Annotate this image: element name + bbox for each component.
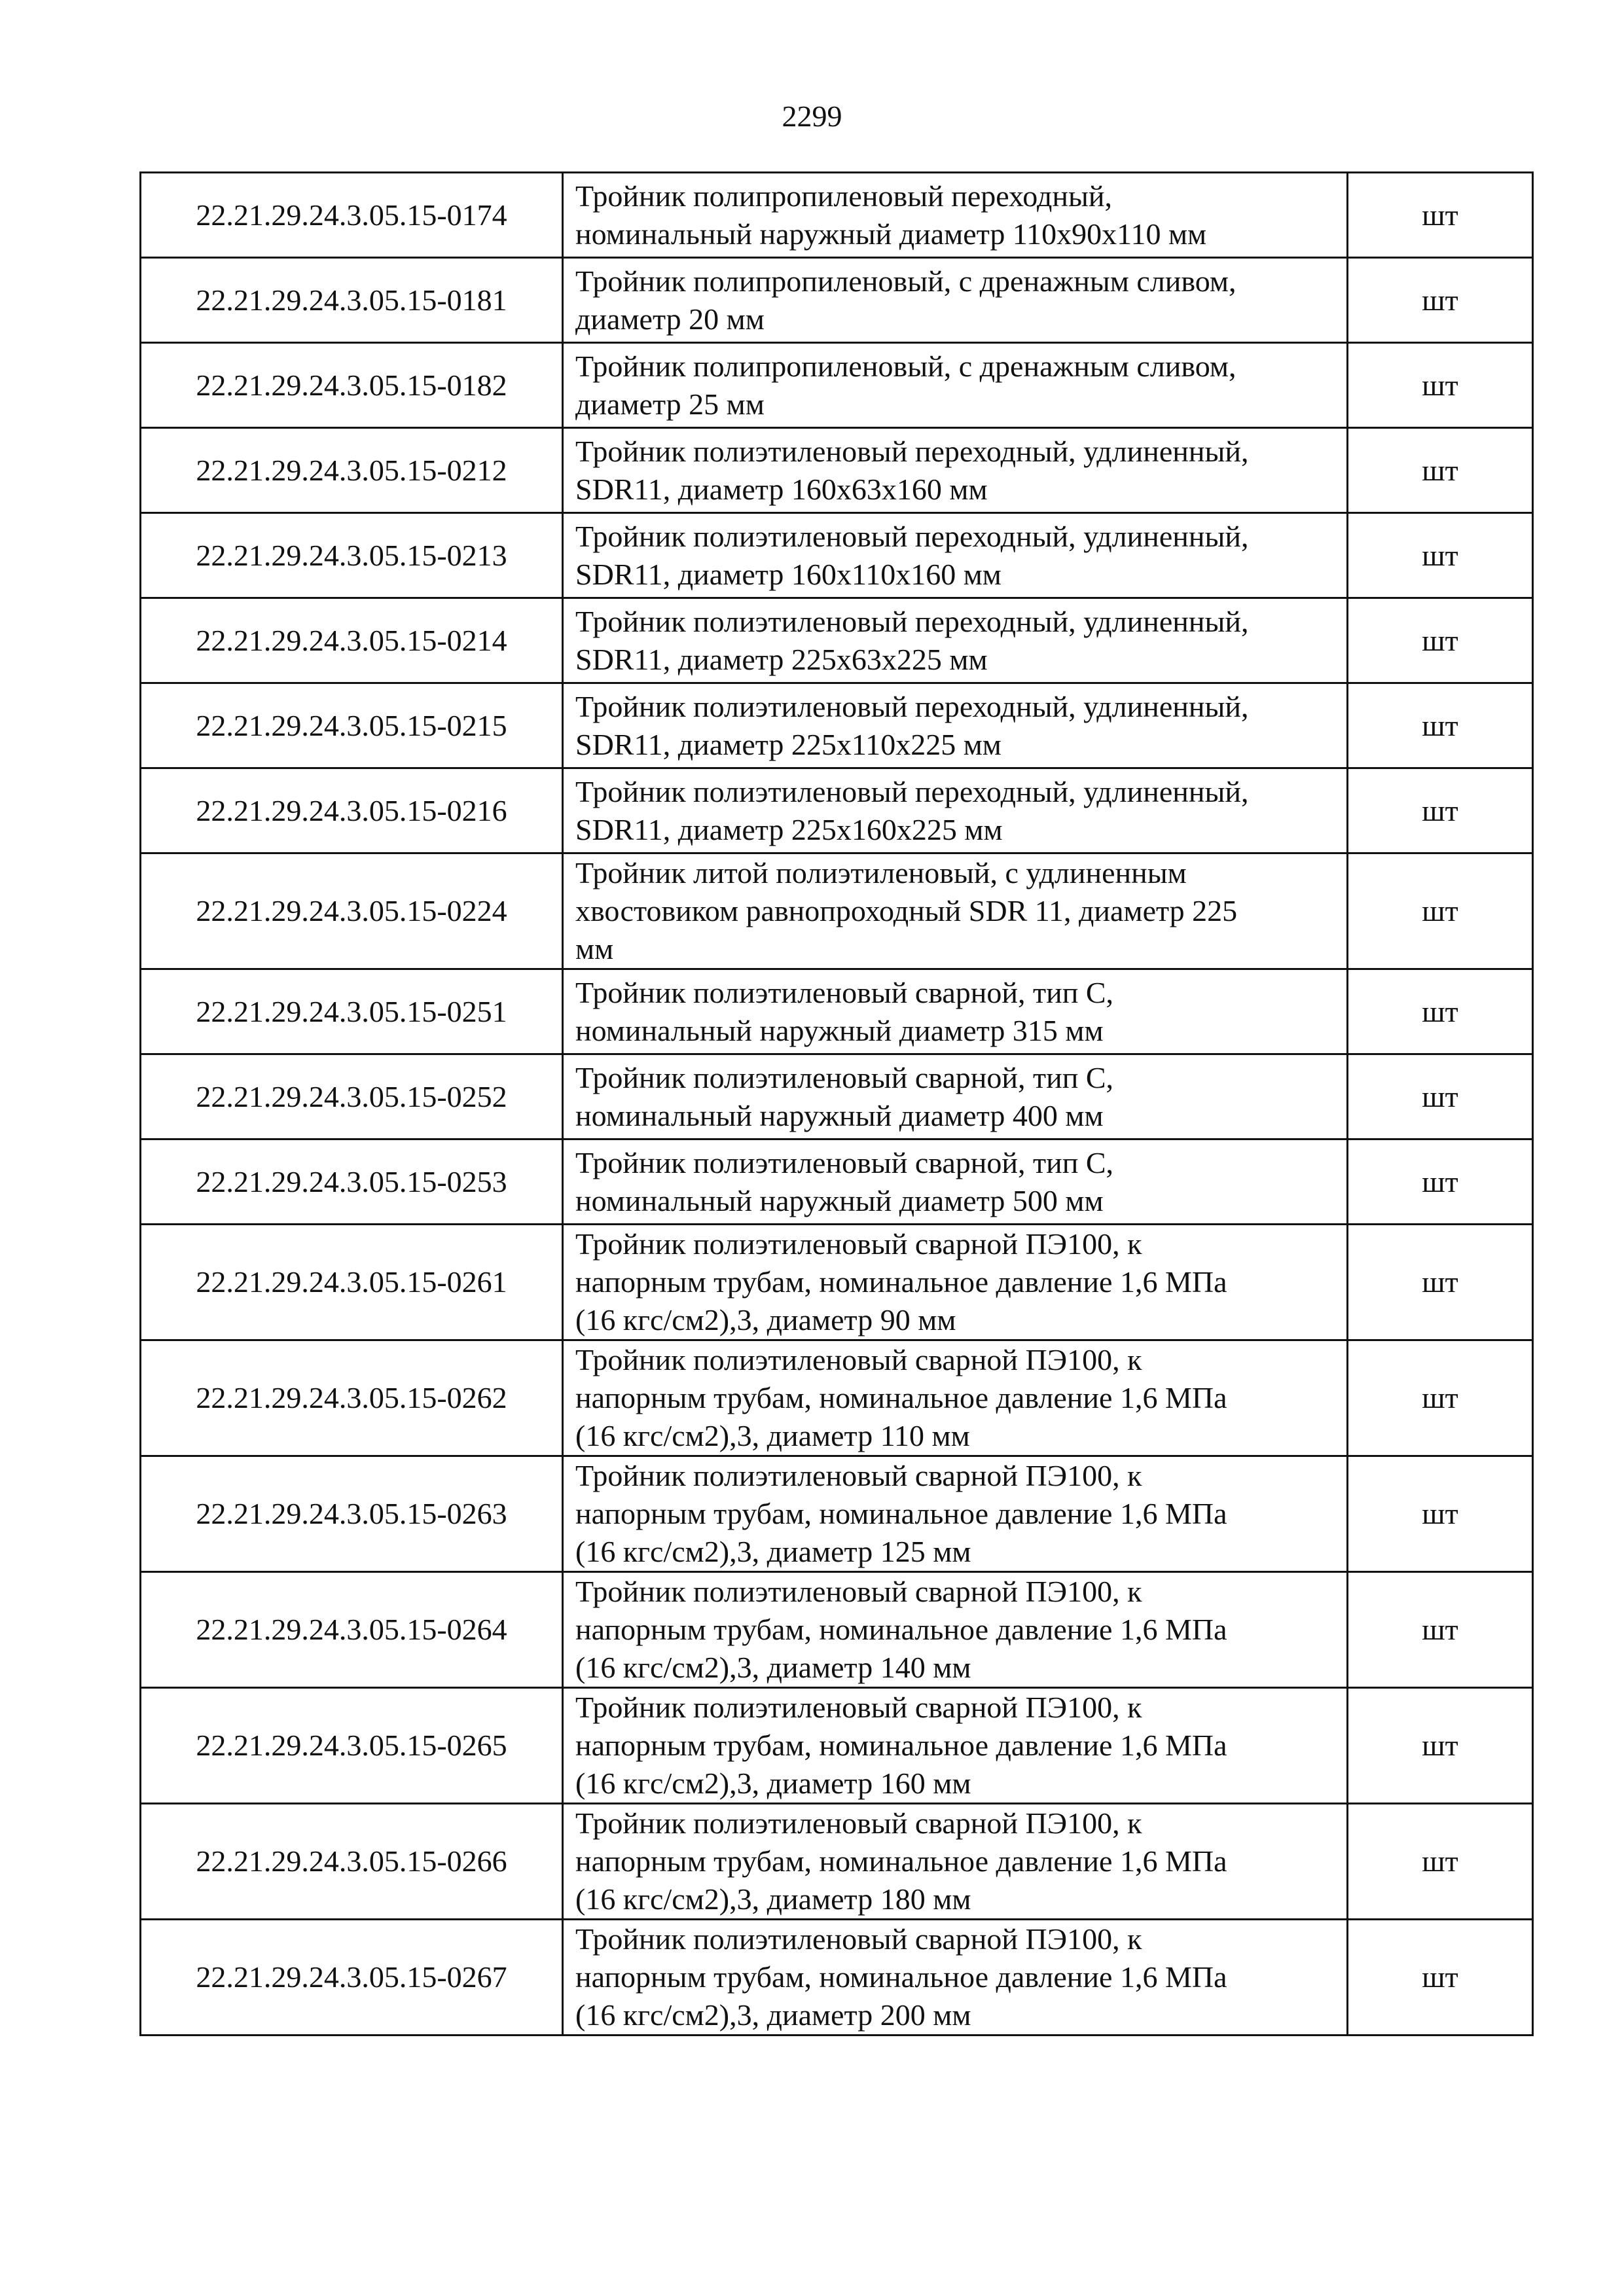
description-line: номинальный наружный диаметр 315 мм bbox=[575, 1013, 1104, 1047]
item-unit: шт bbox=[1348, 1804, 1533, 1920]
item-code: 22.21.29.24.3.05.15-0213 bbox=[141, 513, 563, 598]
item-description bbox=[563, 683, 1348, 768]
item-unit: шт bbox=[1348, 173, 1533, 258]
item-code: 22.21.29.24.3.05.15-0262 bbox=[141, 1340, 563, 1456]
item-description bbox=[563, 1340, 1348, 1456]
item-code: 22.21.29.24.3.05.15-0182 bbox=[141, 343, 563, 428]
item-code: 22.21.29.24.3.05.15-0264 bbox=[141, 1572, 563, 1688]
item-description bbox=[563, 1225, 1348, 1340]
table-row bbox=[141, 1572, 1533, 1688]
description-line: Тройник литой полиэтиленовый, с удлиненным bbox=[575, 856, 1187, 889]
item-unit: шт bbox=[1348, 1456, 1533, 1572]
item-description bbox=[563, 1920, 1348, 2036]
table-row bbox=[141, 969, 1533, 1054]
item-unit: шт bbox=[1348, 258, 1533, 343]
description-line: Тройник полиэтиленовый переходный, удлиненный, bbox=[575, 519, 1249, 553]
description-line: напорным трубам, номинальное давление 1,6 МПа bbox=[575, 1265, 1227, 1299]
description-line: напорным трубам, номинальное давление 1,6 МПа bbox=[575, 1729, 1227, 1762]
item-unit: шт bbox=[1348, 683, 1533, 768]
item-description bbox=[563, 1572, 1348, 1688]
item-code: 22.21.29.24.3.05.15-0263 bbox=[141, 1456, 563, 1572]
description-line: напорным трубам, номинальное давление 1,6 МПа bbox=[575, 1497, 1227, 1530]
item-code: 22.21.29.24.3.05.15-0265 bbox=[141, 1688, 563, 1804]
page-number: 2299 bbox=[782, 99, 842, 133]
item-unit: шт bbox=[1348, 1688, 1533, 1804]
description-line: хвостовиком равнопроходный SDR 11, диаметр 225 bbox=[575, 894, 1238, 927]
table-row bbox=[141, 343, 1533, 428]
item-description bbox=[563, 1688, 1348, 1804]
item-description bbox=[563, 513, 1348, 598]
description-line: мм bbox=[575, 932, 614, 965]
description-line: Тройник полиэтиленовый сварной ПЭ100, к bbox=[575, 1575, 1142, 1608]
table-row bbox=[141, 1804, 1533, 1920]
item-unit: шт bbox=[1348, 1572, 1533, 1688]
description-line: диаметр 25 мм bbox=[575, 387, 765, 421]
table-row bbox=[141, 1688, 1533, 1804]
item-description bbox=[563, 258, 1348, 343]
description-line: напорным трубам, номинальное давление 1,6 МПа bbox=[575, 1381, 1227, 1414]
description-line: Тройник полипропиленовый переходный, bbox=[575, 179, 1113, 213]
description-line: напорным трубам, номинальное давление 1,6 МПа bbox=[575, 1613, 1227, 1646]
description-line: (16 кгс/см2),3, диаметр 110 мм bbox=[575, 1419, 970, 1452]
description-line: напорным трубам, номинальное давление 1,6 МПа bbox=[575, 1960, 1227, 1994]
item-description bbox=[563, 598, 1348, 683]
item-code: 22.21.29.24.3.05.15-0181 bbox=[141, 258, 563, 343]
description-line: SDR11, диаметр 160х63х160 мм bbox=[575, 472, 988, 506]
description-line: Тройник полиэтиленовый переходный, удлиненный, bbox=[575, 434, 1249, 468]
description-line: (16 кгс/см2),3, диаметр 160 мм bbox=[575, 1767, 971, 1800]
table-row bbox=[141, 428, 1533, 513]
table-row bbox=[141, 1225, 1533, 1340]
item-description bbox=[563, 1054, 1348, 1139]
item-unit: шт bbox=[1348, 1139, 1533, 1225]
description-line: Тройник полиэтиленовый сварной, тип С, bbox=[575, 1145, 1114, 1179]
item-unit: шт bbox=[1348, 513, 1533, 598]
description-line: (16 кгс/см2),3, диаметр 90 мм bbox=[575, 1303, 956, 1336]
description-line: Тройник полиэтиленовый сварной, тип С, bbox=[575, 975, 1114, 1009]
table-row bbox=[141, 683, 1533, 768]
item-description bbox=[563, 853, 1348, 969]
item-unit: шт bbox=[1348, 598, 1533, 683]
item-code: 22.21.29.24.3.05.15-0252 bbox=[141, 1054, 563, 1139]
description-line: Тройник полиэтиленовый переходный, удлиненный, bbox=[575, 604, 1249, 638]
item-unit: шт bbox=[1348, 1920, 1533, 2036]
description-line: Тройник полиэтиленовый сварной, тип С, bbox=[575, 1060, 1114, 1094]
description-line: Тройник полиэтиленовый сварной ПЭ100, к bbox=[575, 1922, 1142, 1956]
table-row bbox=[141, 513, 1533, 598]
item-code: 22.21.29.24.3.05.15-0251 bbox=[141, 969, 563, 1054]
description-line: напорным трубам, номинальное давление 1,6 МПа bbox=[575, 1844, 1227, 1878]
table-row bbox=[141, 1139, 1533, 1225]
description-line: Тройник полиэтиленовый переходный, удлиненный, bbox=[575, 774, 1249, 808]
item-unit: шт bbox=[1348, 853, 1533, 969]
description-line: (16 кгс/см2),3, диаметр 180 мм bbox=[575, 1882, 971, 1916]
item-description bbox=[563, 343, 1348, 428]
item-code: 22.21.29.24.3.05.15-0267 bbox=[141, 1920, 563, 2036]
item-description bbox=[563, 768, 1348, 853]
item-description bbox=[563, 1456, 1348, 1572]
description-line: SDR11, диаметр 225х160х225 мм bbox=[575, 812, 1003, 846]
item-unit: шт bbox=[1348, 1054, 1533, 1139]
item-code: 22.21.29.24.3.05.15-0212 bbox=[141, 428, 563, 513]
item-unit: шт bbox=[1348, 768, 1533, 853]
item-unit: шт bbox=[1348, 1225, 1533, 1340]
table-row bbox=[141, 768, 1533, 853]
description-line: номинальный наружный диаметр 400 мм bbox=[575, 1098, 1104, 1132]
item-code: 22.21.29.24.3.05.15-0215 bbox=[141, 683, 563, 768]
description-line: (16 кгс/см2),3, диаметр 125 мм bbox=[575, 1535, 971, 1568]
description-line: Тройник полиэтиленовый сварной ПЭ100, к bbox=[575, 1227, 1142, 1261]
catalog-table bbox=[139, 171, 1534, 2036]
description-line: SDR11, диаметр 160х110х160 мм bbox=[575, 557, 1001, 591]
description-line: (16 кгс/см2),3, диаметр 140 мм bbox=[575, 1651, 971, 1684]
item-unit: шт bbox=[1348, 969, 1533, 1054]
item-unit: шт bbox=[1348, 1340, 1533, 1456]
description-line: Тройник полиэтиленовый сварной ПЭ100, к bbox=[575, 1806, 1142, 1840]
item-unit: шт bbox=[1348, 428, 1533, 513]
item-code: 22.21.29.24.3.05.15-0261 bbox=[141, 1225, 563, 1340]
item-code: 22.21.29.24.3.05.15-0214 bbox=[141, 598, 563, 683]
item-unit: шт bbox=[1348, 343, 1533, 428]
table-row bbox=[141, 258, 1533, 343]
description-line: SDR11, диаметр 225х110х225 мм bbox=[575, 727, 1001, 761]
description-line: Тройник полипропиленовый, с дренажным сливом, bbox=[575, 264, 1236, 298]
description-line: Тройник полиэтиленовый переходный, удлиненный, bbox=[575, 689, 1249, 723]
item-code: 22.21.29.24.3.05.15-0253 bbox=[141, 1139, 563, 1225]
table-row bbox=[141, 173, 1533, 258]
table-row bbox=[141, 598, 1533, 683]
item-code: 22.21.29.24.3.05.15-0266 bbox=[141, 1804, 563, 1920]
description-line: номинальный наружный диаметр 110х90х110 мм bbox=[575, 217, 1207, 251]
item-description bbox=[563, 1139, 1348, 1225]
item-description bbox=[563, 969, 1348, 1054]
description-line: номинальный наружный диаметр 500 мм bbox=[575, 1183, 1104, 1217]
description-line: Тройник полипропиленовый, с дренажным сливом, bbox=[575, 349, 1236, 383]
item-code: 22.21.29.24.3.05.15-0174 bbox=[141, 173, 563, 258]
description-line: Тройник полиэтиленовый сварной ПЭ100, к bbox=[575, 1691, 1142, 1724]
item-description bbox=[563, 1804, 1348, 1920]
description-line: Тройник полиэтиленовый сварной ПЭ100, к bbox=[575, 1343, 1142, 1376]
catalog-table-body bbox=[141, 173, 1533, 2036]
description-line: Тройник полиэтиленовый сварной ПЭ100, к bbox=[575, 1459, 1142, 1492]
table-row bbox=[141, 1340, 1533, 1456]
table-row bbox=[141, 853, 1533, 969]
description-line: диаметр 20 мм bbox=[575, 302, 765, 336]
item-code: 22.21.29.24.3.05.15-0224 bbox=[141, 853, 563, 969]
item-description bbox=[563, 173, 1348, 258]
table-row bbox=[141, 1456, 1533, 1572]
item-description bbox=[563, 428, 1348, 513]
table-row bbox=[141, 1054, 1533, 1139]
description-line: SDR11, диаметр 225х63х225 мм bbox=[575, 642, 988, 676]
description-line: (16 кгс/см2),3, диаметр 200 мм bbox=[575, 1998, 971, 2032]
item-code: 22.21.29.24.3.05.15-0216 bbox=[141, 768, 563, 853]
table-row bbox=[141, 1920, 1533, 2036]
